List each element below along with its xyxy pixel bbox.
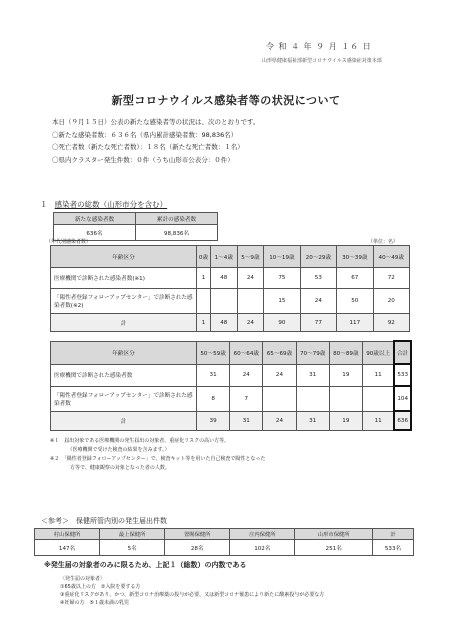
footnote-line: ④妊婦の方 ⑤１歳未満の乳児 [60, 600, 129, 606]
age-table-bottom [50, 340, 412, 431]
center-value: 102名 [230, 540, 295, 556]
table-row [51, 386, 412, 411]
row-label: 計 [51, 411, 197, 430]
age-header: 80～89歳 [329, 341, 362, 364]
cell: 50 [337, 289, 373, 314]
note-line: 方等で、健康観察の対象となった者の人数。 [50, 465, 170, 471]
cell: 24 [230, 364, 263, 386]
cell: 48 [210, 314, 237, 332]
document-title: 新型コロナウイルス感染者等の状況について [111, 94, 341, 107]
cell: 77 [300, 314, 336, 332]
health-center-table [34, 528, 414, 556]
cell: 75 [264, 268, 300, 289]
section-title: 感染者の総数（山形市分を含む） [54, 200, 168, 209]
footnote-line: ③重症化リスクがあり、かつ、新型コロナ治療薬の投与が必要、又は新型コロナ罹患により新たに酸素投与が必要な方 [60, 592, 325, 598]
cell: 15 [264, 289, 300, 314]
age-header: 65～69歳 [263, 341, 296, 364]
cell: 20 [373, 289, 409, 314]
cell [329, 386, 362, 411]
center-header: 置賜保健所 [165, 529, 230, 540]
center-value: 28名 [165, 540, 230, 556]
cell: 90 [264, 314, 300, 332]
issuing-department: 山形県健康福祉部新型コロナウイルス感染症対策本部 [262, 58, 382, 64]
note-line: ※２ 「陽性者登録フォローアップセンター」で、検査キット等を用いた自己検査で陽性となった [50, 456, 266, 462]
cluster-line: 〇県内クラスター発生件数：０件（うち山形市公表分：０件） [52, 155, 234, 164]
age-table-caption: （年代別感染者数） [46, 239, 92, 245]
cell: 24 [263, 364, 296, 386]
cell [296, 386, 329, 411]
cell: 8 [197, 386, 230, 411]
category-header: 年齢区分 [51, 341, 197, 364]
footnote-line: ①65歳以上の方 ②入院を要する方 [60, 584, 141, 590]
center-header: 庄内保健所 [230, 529, 295, 540]
age-table-top [50, 245, 410, 332]
cell: 72 [373, 268, 409, 289]
cell: 31 [230, 411, 263, 430]
new-cases-line: 〇新たな感染者数：６３６名（県内累計感染者数：98,836名） [52, 130, 238, 139]
note-line: （医療機関で受けた検査の結果を含みます。） [50, 447, 170, 453]
table-row [51, 268, 410, 289]
section-number: １ [40, 200, 48, 209]
table-row [51, 289, 410, 314]
center-value: 251名 [295, 540, 373, 556]
cell: 53 [300, 268, 336, 289]
row-label: 「陽性者登録フォローアップセンター」で診断された感染者数(※2) [51, 289, 197, 314]
cell: 1 [197, 268, 211, 289]
reference-heading: ＜参考＞ 保健所管内別の発生届出件数 [41, 517, 167, 525]
age-header: 50～59歳 [197, 341, 230, 364]
total-row [51, 411, 412, 430]
age-header: 90歳以上 [362, 341, 394, 364]
cell: 7 [230, 386, 263, 411]
center-header: 最上保健所 [100, 529, 165, 540]
cell: 24 [300, 289, 336, 314]
cell: 24 [237, 268, 264, 289]
center-header: 計 [373, 529, 414, 540]
summary-table [53, 212, 218, 241]
cell [237, 289, 264, 314]
cell [263, 386, 296, 411]
age-header: 20～29歳 [300, 246, 336, 268]
center-value: 147名 [35, 540, 100, 556]
cell: 24 [263, 411, 296, 430]
age-header: 40～49歳 [373, 246, 409, 268]
age-header: 5～9歳 [237, 246, 264, 268]
footnote-details [60, 575, 324, 607]
center-header: 村山保健所 [35, 529, 100, 540]
table-notes [50, 437, 265, 473]
intro-block [52, 116, 259, 166]
total-header: 合計 [394, 341, 411, 364]
age-header: 60～64歳 [230, 341, 263, 364]
summary-header: 新たな感染者数 [54, 213, 136, 225]
center-value: 533名 [373, 540, 414, 556]
total-cell: 636 [394, 411, 411, 430]
cell [197, 289, 211, 314]
cell: 19 [329, 364, 362, 386]
row-label: 計 [51, 314, 197, 332]
cell: 48 [210, 268, 237, 289]
cell: 1 [197, 314, 211, 332]
cell: 24 [237, 314, 264, 332]
footnote-main: ※発生届の対象者のみに限るため、上記１（総数）の内数である [44, 561, 247, 569]
cell: 31 [296, 411, 329, 430]
age-header: 10～19歳 [264, 246, 300, 268]
cell: 31 [296, 364, 329, 386]
intro-line: 本日（９月１５日）公表の新たな感染者等の状況は、次のとおりです。 [52, 118, 260, 126]
cell: 92 [373, 314, 409, 332]
row-label: 医療機関で診断された感染者数 [51, 364, 197, 386]
summary-value: 636名 [54, 225, 136, 241]
cell: 19 [329, 411, 362, 430]
cell: 117 [337, 314, 373, 332]
cell [210, 289, 237, 314]
cell: 11 [362, 411, 394, 430]
report-date: 令 和 ４ 年 ９ 月 １６ 日 [266, 42, 372, 51]
age-header: 1～4歳 [210, 246, 237, 268]
unit-label: （単位：名） [368, 239, 399, 245]
cell: 67 [337, 268, 373, 289]
note-line: ※１ 届出対象である医療機関の発生届出の対象者、重症化リスクの高い方等。 [50, 438, 230, 444]
footnote-line: 〈発生届の対象者〉 [60, 576, 106, 582]
age-header: 30～39歳 [337, 246, 373, 268]
section-1-heading [40, 199, 167, 210]
deaths-line: 〇死亡者数（新たな死亡者数）：１８名（新たな死亡者数：１名） [52, 143, 244, 151]
total-cell: 533 [394, 364, 411, 386]
category-header: 年齢区分 [51, 246, 197, 268]
cell: 39 [197, 411, 230, 430]
total-row [51, 314, 410, 332]
cell: 31 [197, 364, 230, 386]
center-value: 5名 [100, 540, 165, 556]
total-cell: 104 [394, 386, 411, 411]
table-row [51, 364, 412, 386]
summary-header: 累計の感染者数 [136, 213, 218, 225]
summary-value: 98,836名 [136, 225, 218, 241]
cell [362, 386, 394, 411]
row-label: 医療機関で診断された感染者数(※1) [51, 268, 197, 289]
cell: 11 [362, 364, 394, 386]
age-header: 70～79歳 [296, 341, 329, 364]
center-header: 山形市保健所 [295, 529, 373, 540]
age-header: 0歳 [197, 246, 211, 268]
row-label: 「陽性者登録フォローアップセンター」で診断された感染者数 [51, 386, 197, 411]
